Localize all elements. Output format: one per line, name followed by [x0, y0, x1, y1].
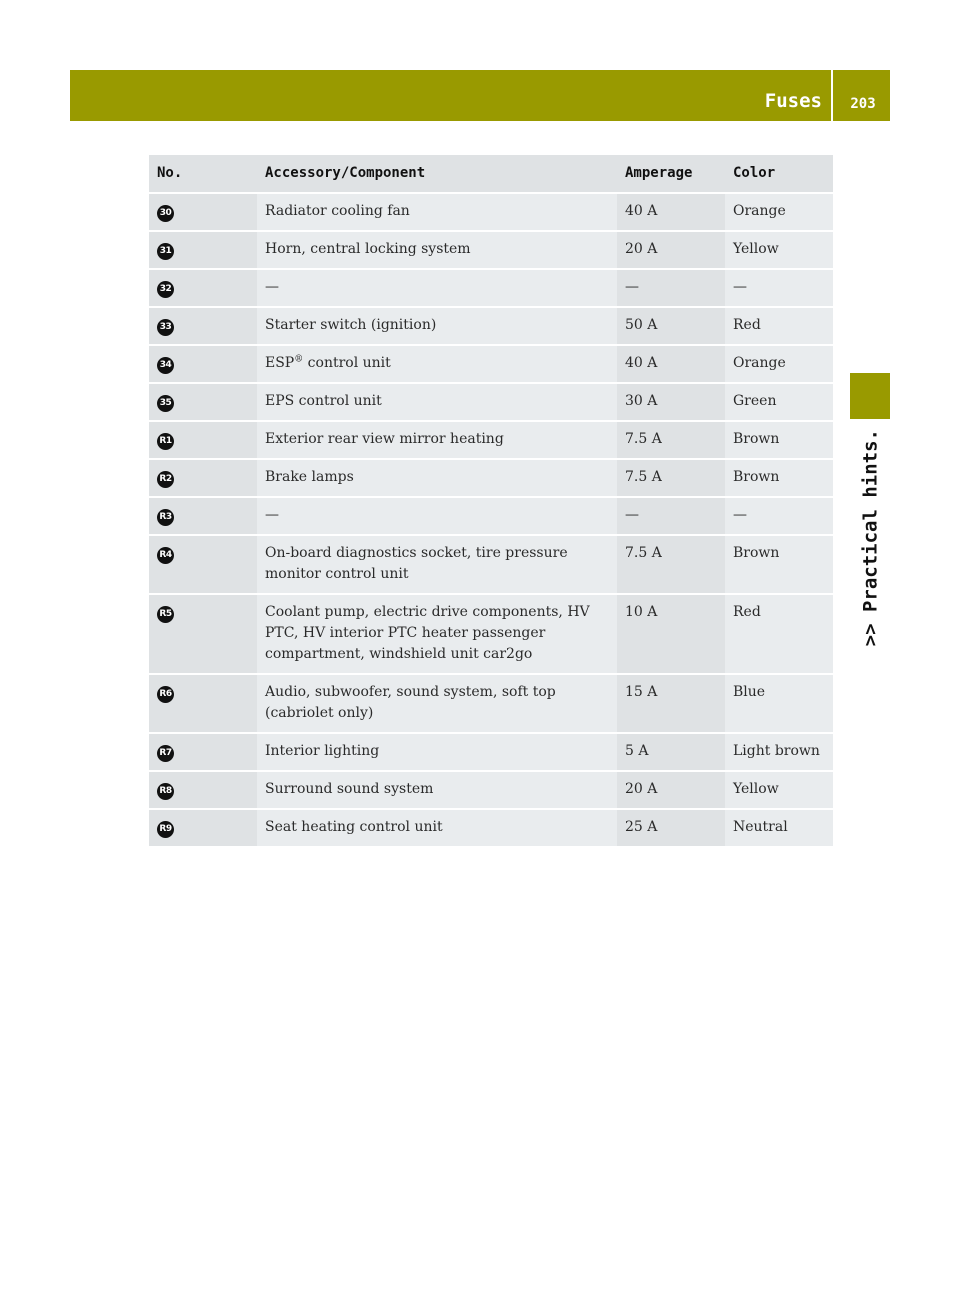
- fuse-number-icon: R2: [157, 471, 174, 488]
- fuse-number-icon: 32: [157, 281, 174, 298]
- color-cell: Neutral: [725, 809, 833, 847]
- fuse-number-cell: [149, 497, 257, 535]
- component-cell: On-board diagnostics socket, tire pressure monitor control unit: [257, 535, 617, 594]
- fuse-number-cell: [149, 231, 257, 269]
- color-cell: Yellow: [725, 231, 833, 269]
- fuse-number-cell: [149, 307, 257, 345]
- fuse-number-icon: R6: [157, 686, 174, 703]
- amperage-cell: 20 A: [617, 771, 725, 809]
- table-row: [149, 594, 833, 674]
- table-header-row: [149, 155, 833, 193]
- header-color: Color: [725, 155, 833, 193]
- table-row: [149, 383, 833, 421]
- color-cell: —: [725, 497, 833, 535]
- amperage-cell: 15 A: [617, 674, 725, 733]
- table-row: [149, 269, 833, 307]
- component-text-rest: control unit: [303, 355, 391, 371]
- color-cell: —: [725, 269, 833, 307]
- amperage-cell: —: [617, 497, 725, 535]
- table-row: [149, 771, 833, 809]
- component-cell: Coolant pump, electric drive components, HV PTC, HV interior PTC heater passenger compartment, windshield unit car2go: [257, 594, 617, 674]
- amperage-cell: 5 A: [617, 733, 725, 771]
- header-no: No.: [149, 155, 257, 193]
- table-row: [149, 497, 833, 535]
- color-cell: Red: [725, 594, 833, 674]
- color-cell: Yellow: [725, 771, 833, 809]
- color-cell: Brown: [725, 535, 833, 594]
- component-cell: —: [257, 497, 617, 535]
- amperage-cell: 10 A: [617, 594, 725, 674]
- component-cell: Radiator cooling fan: [257, 193, 617, 231]
- component-cell: Surround sound system: [257, 771, 617, 809]
- component-cell: —: [257, 269, 617, 307]
- fuse-number-icon: R3: [157, 509, 174, 526]
- header-component: Accessory/Component: [257, 155, 617, 193]
- fuse-number-icon: 31: [157, 243, 174, 260]
- fuse-number-cell: [149, 421, 257, 459]
- fuse-number-cell: [149, 674, 257, 733]
- side-tab: [850, 373, 890, 419]
- fuse-number-cell: [149, 535, 257, 594]
- fuse-number-cell: [149, 269, 257, 307]
- fuse-number-icon: 34: [157, 357, 174, 374]
- table-row: [149, 674, 833, 733]
- amperage-cell: 50 A: [617, 307, 725, 345]
- table-row: [149, 421, 833, 459]
- component-cell: Interior lighting: [257, 733, 617, 771]
- amperage-cell: 40 A: [617, 345, 725, 383]
- table-row: [149, 535, 833, 594]
- table-row: [149, 345, 833, 383]
- color-cell: Orange: [725, 193, 833, 231]
- fuse-number-cell: [149, 771, 257, 809]
- amperage-cell: 20 A: [617, 231, 725, 269]
- amperage-cell: 40 A: [617, 193, 725, 231]
- fuse-number-icon: R9: [157, 821, 174, 838]
- amperage-cell: 7.5 A: [617, 459, 725, 497]
- side-tab-label: >> Practical hints.: [859, 429, 881, 647]
- fuse-number-cell: [149, 345, 257, 383]
- fuse-table: [149, 155, 833, 848]
- table-row: [149, 809, 833, 847]
- component-text: ESP: [265, 355, 295, 371]
- amperage-cell: 7.5 A: [617, 421, 725, 459]
- header-divider: [831, 70, 833, 121]
- table-row: [149, 459, 833, 497]
- section-title: Fuses: [764, 90, 822, 112]
- component-cell: Seat heating control unit: [257, 809, 617, 847]
- table-row: [149, 307, 833, 345]
- component-cell: Horn, central locking system: [257, 231, 617, 269]
- fuse-number-cell: [149, 459, 257, 497]
- fuse-number-cell: [149, 733, 257, 771]
- amperage-cell: 25 A: [617, 809, 725, 847]
- color-cell: Brown: [725, 459, 833, 497]
- table-row: [149, 193, 833, 231]
- color-cell: Orange: [725, 345, 833, 383]
- amperage-cell: —: [617, 269, 725, 307]
- table-row: [149, 231, 833, 269]
- component-cell: [257, 345, 617, 383]
- component-cell: Exterior rear view mirror heating: [257, 421, 617, 459]
- fuse-number-icon: R1: [157, 433, 174, 450]
- page-number: 203: [850, 96, 876, 112]
- color-cell: Brown: [725, 421, 833, 459]
- fuse-number-icon: R8: [157, 783, 174, 800]
- component-cell: EPS control unit: [257, 383, 617, 421]
- fuse-number-icon: R5: [157, 606, 174, 623]
- component-cell: Brake lamps: [257, 459, 617, 497]
- fuse-number-cell: [149, 383, 257, 421]
- amperage-cell: 30 A: [617, 383, 725, 421]
- color-cell: Green: [725, 383, 833, 421]
- color-cell: Red: [725, 307, 833, 345]
- fuse-number-cell: [149, 594, 257, 674]
- component-cell: Audio, subwoofer, sound system, soft top (cabriolet only): [257, 674, 617, 733]
- component-cell: Starter switch (ignition): [257, 307, 617, 345]
- fuse-number-icon: R4: [157, 547, 174, 564]
- registered-mark: ®: [294, 354, 304, 365]
- table-row: [149, 733, 833, 771]
- color-cell: Blue: [725, 674, 833, 733]
- fuse-number-cell: [149, 809, 257, 847]
- fuse-number-icon: 30: [157, 205, 174, 222]
- color-cell: Light brown: [725, 733, 833, 771]
- fuse-number-icon: 35: [157, 395, 174, 412]
- amperage-cell: 7.5 A: [617, 535, 725, 594]
- fuse-number-icon: 33: [157, 319, 174, 336]
- fuse-number-cell: [149, 193, 257, 231]
- fuse-number-icon: R7: [157, 745, 174, 762]
- header-amperage: Amperage: [617, 155, 725, 193]
